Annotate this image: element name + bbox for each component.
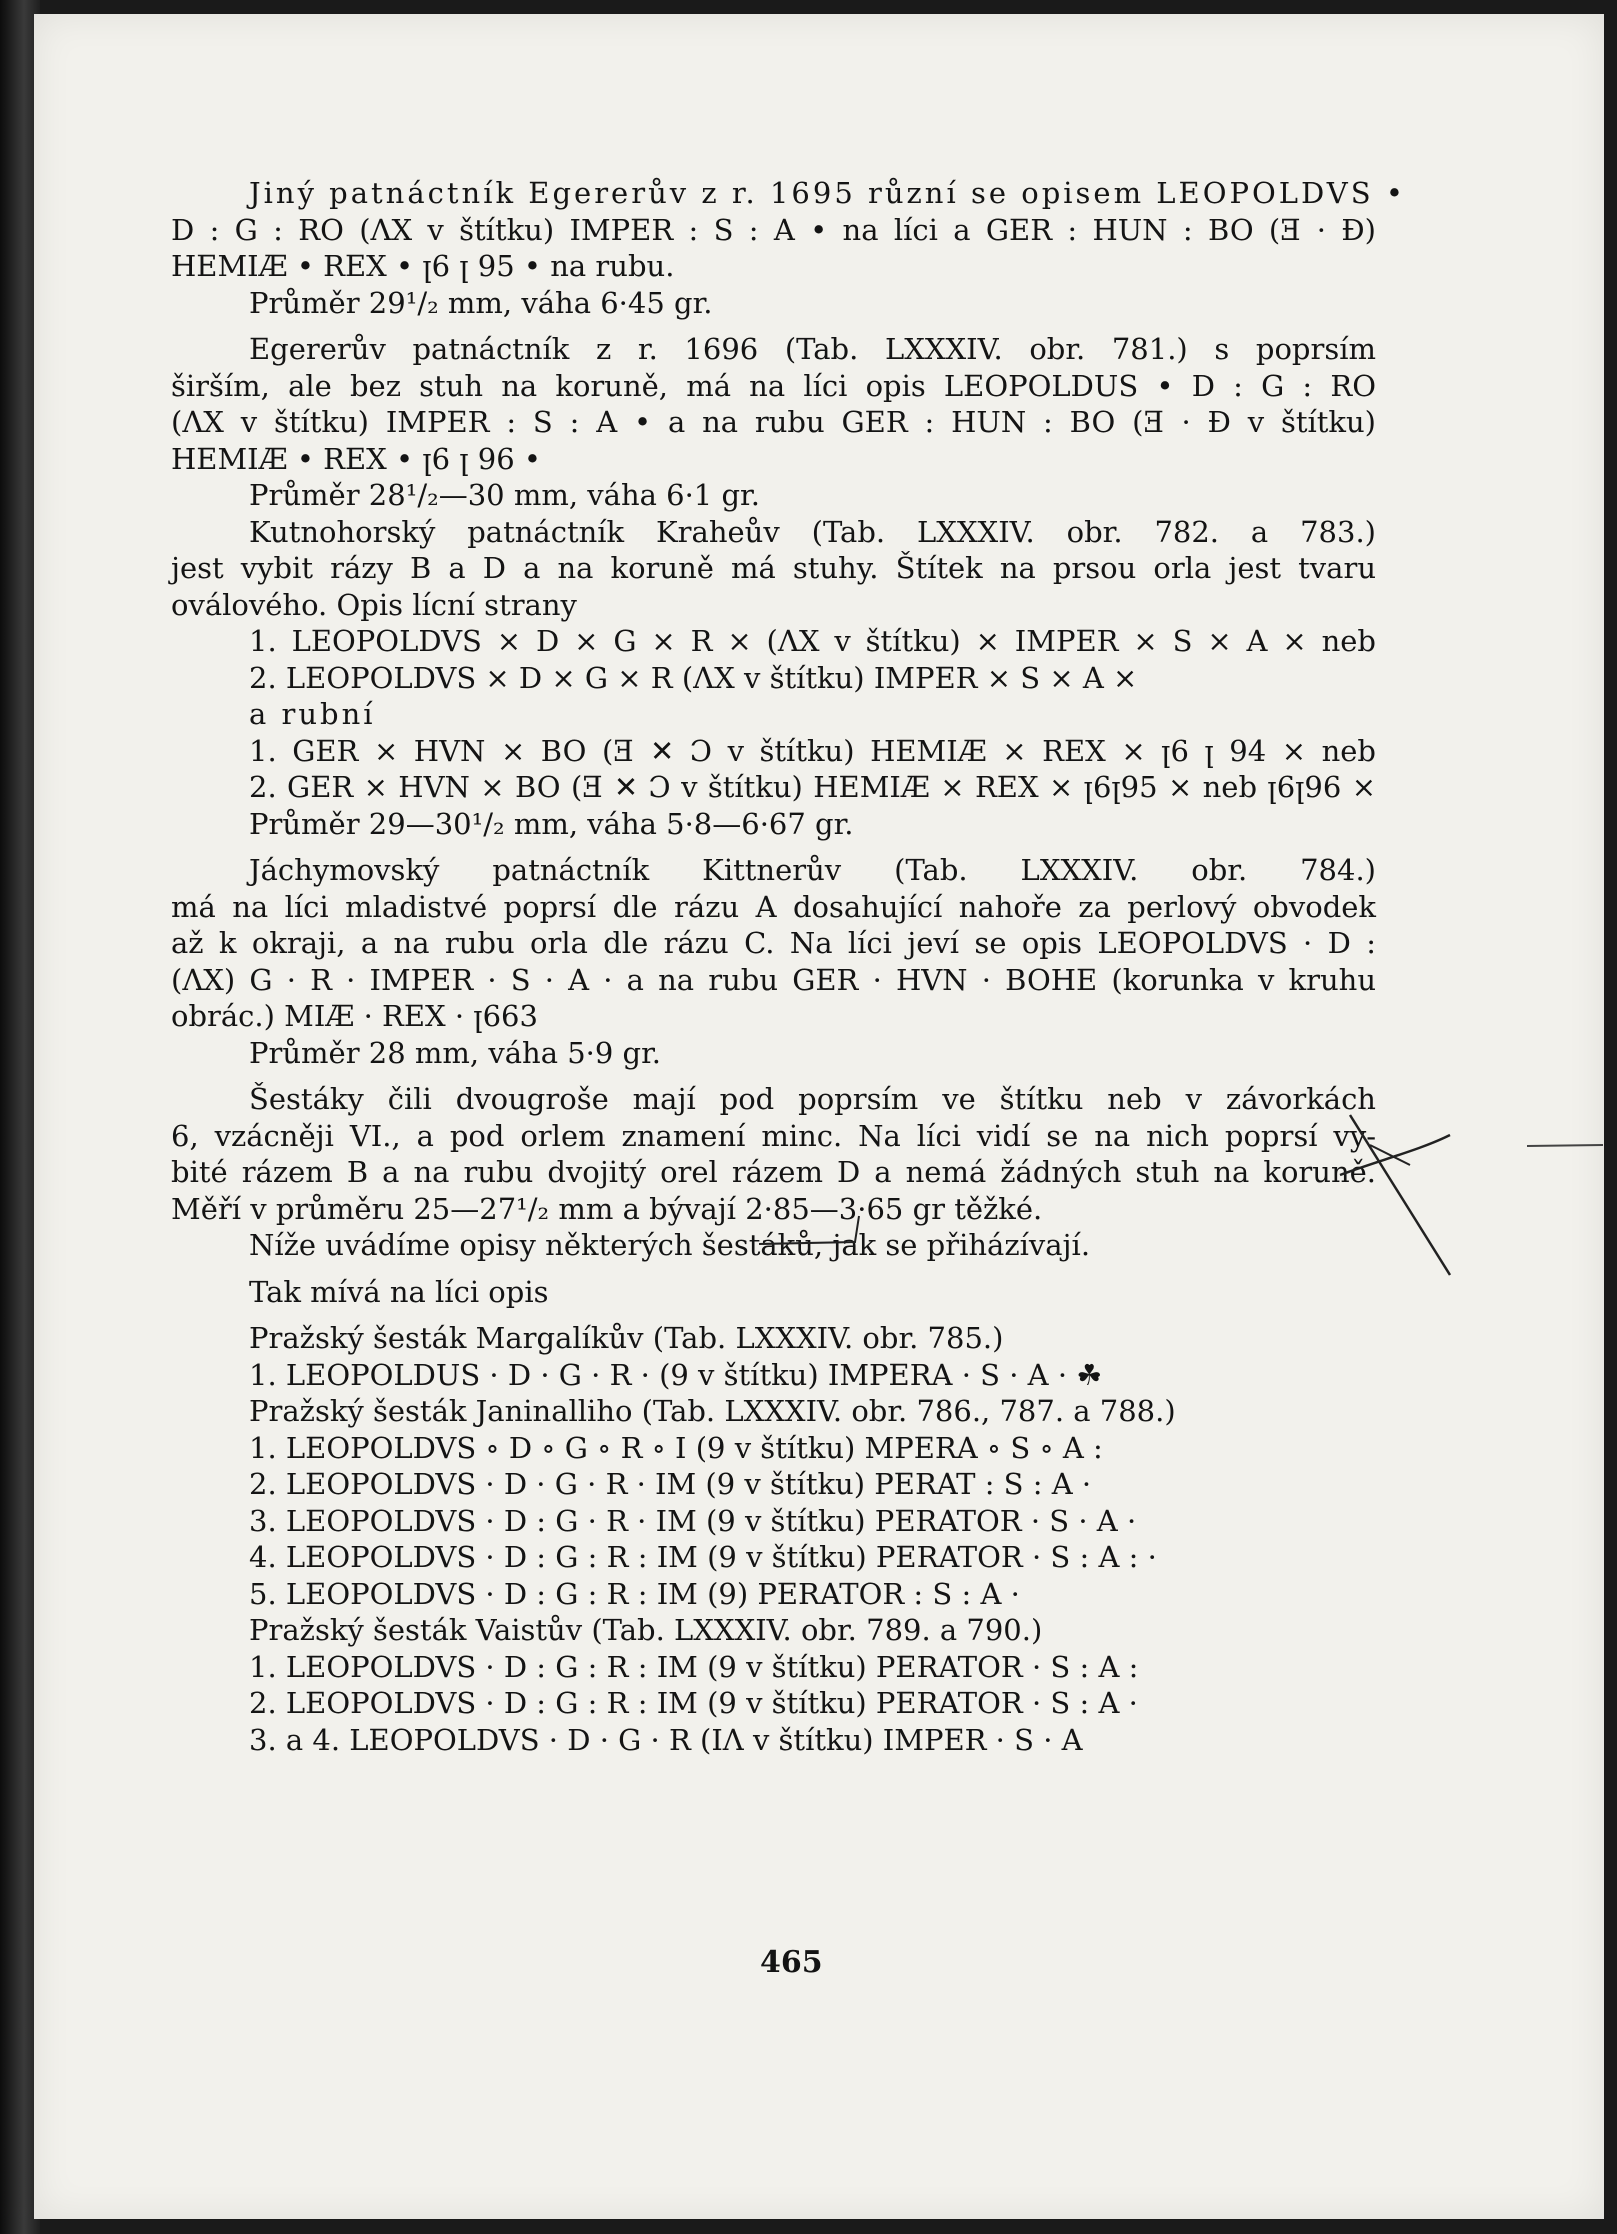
text-line: 1. LEOPOLDUS · D · G · R · (9 v štítku) IMPERA · S · A · ☘	[249, 1357, 1103, 1392]
page-number: 465	[760, 1945, 823, 1980]
text-line: 3. a 4. LEOPOLDVS · D · G · R (IΛ v štítku) IMPER · S · A	[249, 1722, 1083, 1757]
text-line: širším, ale bez stuh na koruně, má na líci opis LEOPOLDUS • D : G : RO	[171, 368, 1376, 403]
text-line: Měří v průměru 25—27¹/₂ mm a bývají 2·85—3·65 gr těžké.	[171, 1191, 1043, 1226]
text-line: Jiný patnáctník Egererův z r. 1695 různí se opisem LEOPOLDVS •	[249, 176, 1406, 210]
pencil-margin-mark	[1330, 1105, 1500, 1285]
text-line: HEMIÆ • REX • ꞁ6 ꞁ 95 • na rubu.	[171, 249, 675, 283]
text-line: 5. LEOPOLDVS · D : G : R : IM (9) PERATOR : S : A ·	[249, 1576, 1020, 1611]
text-line: 3. LEOPOLDVS · D : G · R · IM (9 v štítku) PERATOR · S · A ·	[249, 1503, 1137, 1538]
text-line: Průměr 29—30¹/₂ mm, váha 5·8—6·67 gr.	[249, 806, 854, 841]
text-line: Egererův patnáctník z r. 1696 (Tab. LXXXIV. obr. 781.) s poprsím	[249, 332, 1376, 366]
text-line: HEMIÆ • REX • ꞁ6 ꞁ 96 •	[171, 441, 542, 476]
text-line: Níže uvádíme opisy některých šestáků, jak se přiházívají.	[249, 1228, 1091, 1262]
pencil-dash-mark	[1525, 1140, 1605, 1152]
text-line: 2. GER × HVN × BO (Ǝ ✕ Ɔ v štítku) HEMIÆ × REX × ꞁ6ꞁ95 × neb ꞁ6ꞁ96 ×	[249, 770, 1376, 804]
text-line: Průměr 29¹/₂ mm, váha 6·45 gr.	[249, 285, 713, 320]
text-line: Pražský šesták Janinalliho (Tab. LXXXIV. obr. 786., 787. a 788.)	[249, 1394, 1176, 1428]
text-line: má na líci mladistvé poprsí dle rázu A dosahující nahoře za perlový obvodek	[171, 889, 1376, 924]
text-line: Průměr 28 mm, váha 5·9 gr.	[249, 1035, 662, 1070]
page-body	[171, 175, 1406, 1758]
text-line: 1. LEOPOLDVS ∘ D ∘ G ∘ R ∘ I (9 v štítku) MPERA ∘ S ∘ A :	[249, 1430, 1103, 1465]
text-line: a rubní	[249, 697, 376, 731]
text-line: 4. LEOPOLDVS · D : G : R : IM (9 v štítku) PERATOR · S : A : ·	[249, 1540, 1157, 1574]
text-line: Šestáky čili dvougroše mají pod poprsím ve štítku neb v závorkách	[249, 1082, 1376, 1116]
text-line: obrác.) MIÆ · REX · ꞁ663	[171, 999, 538, 1033]
text-line: oválového. Opis lícní strany	[171, 587, 577, 622]
text-line: 2. LEOPOLDVS × D × G × R (ΛX v štítku) IMPER × S × A ×	[249, 660, 1138, 695]
text-line: 1. LEOPOLDVS × D × G × R × (ΛX v štítku) × IMPER × S × A × neb	[249, 624, 1376, 658]
text-line: až k okraji, a na rubu orla dle rázu C. Na líci jeví se opis LEOPOLDVS · D :	[171, 926, 1376, 960]
pencil-minc-underline	[755, 1210, 875, 1260]
text-line: Kutnohorský patnáctník Kraheův (Tab. LXXXIV. obr. 782. a 783.)	[249, 514, 1376, 549]
text-line: jest vybit rázy B a D a na koruně má stuhy. Štítek na prsou orla jest tvaru	[171, 551, 1376, 585]
text-line: (ΛX v štítku) IMPER : S : A • a na rubu GER : HUN : BO (Ǝ · Ð v štítku)	[171, 405, 1376, 439]
text-line: Pražský šesták Margalíkův (Tab. LXXXIV. obr. 785.)	[249, 1321, 1004, 1355]
text-line: (ΛX) G · R · IMPER · S · A · a na rubu GER · HVN · BOHE (korunka v kruhu	[171, 962, 1376, 997]
text-line: Tak mívá na líci opis	[249, 1274, 549, 1309]
text-line: 1. LEOPOLDVS · D : G : R : IM (9 v štítku) PERATOR · S : A :	[249, 1649, 1139, 1684]
text-line: Jáchymovský patnáctník Kittnerův (Tab. LXXXIV. obr. 784.)	[249, 853, 1376, 887]
text-line: bité rázem B a na rubu dvojitý orel rázem D a nemá žádných stuh na koruně.	[171, 1155, 1376, 1189]
text-line: 6, vzácněji VI., a pod orlem znamení minc. Na líci vidí se na nich poprsí vy-	[171, 1118, 1376, 1153]
text-line: 2. LEOPOLDVS · D : G : R : IM (9 v štítku) PERATOR · S : A ·	[249, 1686, 1138, 1720]
text-line: 1. GER × HVN × BO (Ǝ ✕ Ɔ v štítku) HEMIÆ × REX × ꞁ6 ꞁ 94 × neb	[249, 733, 1376, 768]
text-line: 2. LEOPOLDVS · D · G · R · IM (9 v štítku) PERAT : S : A ·	[249, 1467, 1092, 1501]
text-line: D : G : RO (ΛX v štítku) IMPER : S : A • na líci a GER : HUN : BO (Ǝ · Ð)	[171, 212, 1376, 247]
text-line: Průměr 28¹/₂—30 mm, váha 6·1 gr.	[249, 478, 760, 512]
text-line: Pražský šesták Vaistův (Tab. LXXXIV. obr. 789. a 790.)	[249, 1613, 1043, 1647]
